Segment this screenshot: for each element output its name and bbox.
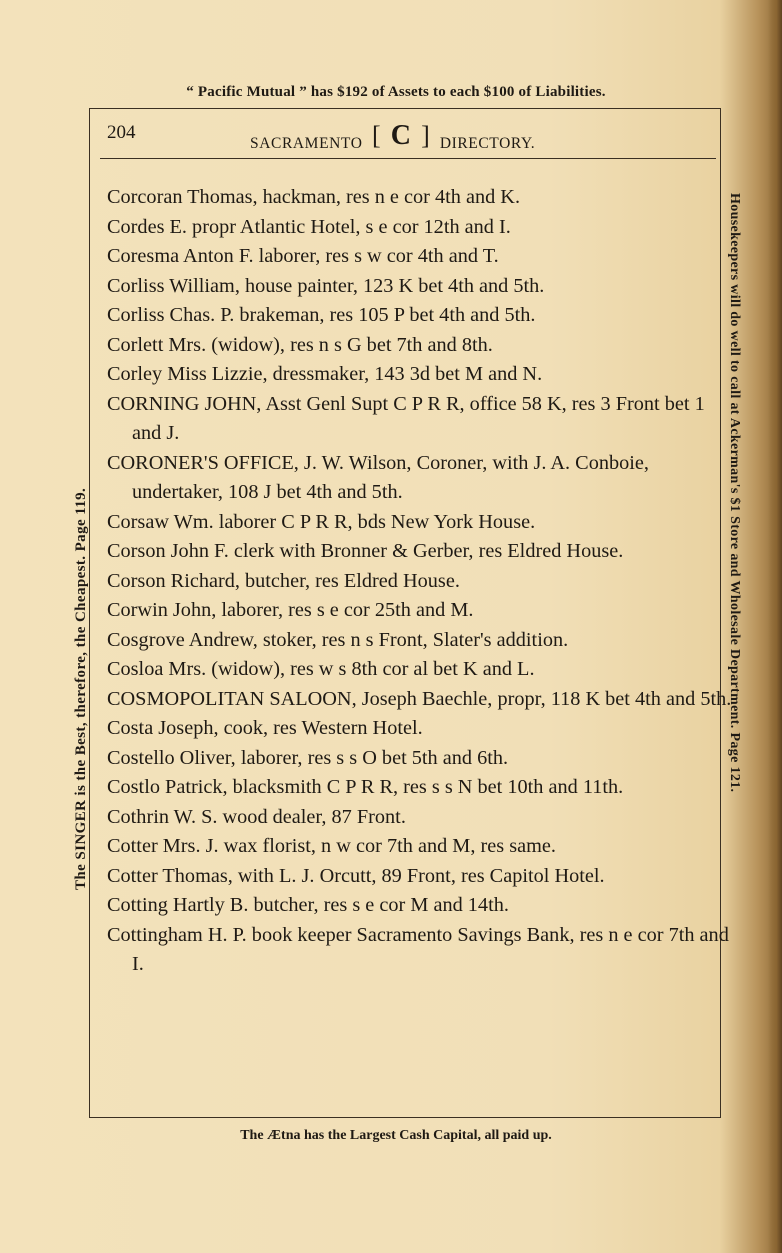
directory-entry: Corley Miss Lizzie, dressmaker, 143 3d bet M and N.: [107, 363, 543, 385]
right-margin-advert-text: Housekeepers will do well to call at Ackerman's $1 Store and Wholesale Department. Page 121.: [727, 193, 742, 793]
directory-entry: Corlett Mrs. (widow), res n s G bet 7th and 8th.: [107, 333, 493, 356]
directory-entry: Costlo Patrick, blacksmith C P R R, res s s N bet 10th and 11th.: [107, 776, 624, 798]
directory-entry: Corcoran Thomas, hackman, res n e cor 4th and K.: [107, 186, 521, 208]
running-title: [250, 118, 535, 150]
directory-entry: CORNING JOHN, Asst Genl Supt C P R R, office 58 K, res 3 Front bet 1 and J.: [107, 392, 705, 444]
directory-entry: Cotter Mrs. J. wax florist, n w cor 7th and M, res same.: [107, 835, 556, 857]
page-header: [107, 118, 707, 154]
header-bracket-left: [: [372, 121, 382, 150]
directory-entry: CORONER'S OFFICE, J. W. Wilson, Coroner, with J. A. Conboie, undertaker, 108 J bet 4th and 5th.: [107, 451, 649, 503]
directory-entry: Corsaw Wm. laborer C P R R, bds New York House.: [107, 510, 536, 533]
directory-entry: Corson Richard, butcher, res Eldred House.: [107, 569, 460, 592]
left-margin-advert-text: The SINGER is the Best, therefore, the Cheapest. Page 119.: [73, 487, 89, 890]
directory-entry: Corliss William, house painter, 123 K bet 4th and 5th.: [107, 274, 545, 297]
directory-entry: Corson John F. clerk with Bronner & Gerber, res Eldred House.: [107, 540, 624, 562]
directory-entries: [107, 183, 732, 980]
header-section-letter: C: [390, 120, 412, 151]
header-directory: DIRECTORY.: [439, 135, 536, 152]
page-edge-shadow: [768, 0, 782, 1253]
directory-entry: Cordes E. propr Atlantic Hotel, s e cor 12th and I.: [107, 215, 511, 238]
directory-entry: Costa Joseph, cook, res Western Hotel.: [107, 717, 423, 739]
header-city: SACRAMENTO: [250, 135, 363, 152]
directory-entry: Cosloa Mrs. (widow), res w s 8th cor al bet K and L.: [107, 658, 535, 680]
bottom-advertisement: The Ætna has the Largest Cash Capital, all paid up.: [240, 1128, 552, 1143]
directory-entry: Cothrin W. S. wood dealer, 87 Front.: [107, 805, 406, 828]
directory-entry: Coresma Anton F. laborer, res s w cor 4th and T.: [107, 245, 499, 267]
directory-entry: Cosgrove Andrew, stoker, res n s Front, Slater's addition.: [107, 628, 569, 651]
directory-entry: Corliss Chas. P. brakeman, res 105 P bet 4th and 5th.: [107, 304, 536, 326]
header-bracket-right: ]: [421, 121, 431, 150]
header-rule: [100, 158, 716, 159]
directory-entry: Cotting Hartly B. butcher, res s e cor M and 14th.: [107, 894, 509, 916]
page-number: 204: [107, 122, 136, 143]
directory-entry: Corwin John, laborer, res s e cor 25th and M.: [107, 599, 474, 621]
directory-entry: Costello Oliver, laborer, res s s O bet 5th and 6th.: [107, 746, 509, 769]
directory-entry: Cotter Thomas, with L. J. Orcutt, 89 Front, res Capitol Hotel.: [107, 864, 605, 887]
directory-entry: COSMOPOLITAN SALOON, Joseph Baechle, propr, 118 K bet 4th and 5th.: [107, 687, 732, 710]
top-advertisement: “ Pacific Mutual ” has $192 of Assets to each $100 of Liabilities.: [186, 84, 606, 100]
directory-entry: Cottingham H. P. book keeper Sacramento Savings Bank, res n e cor 7th and I.: [107, 923, 729, 975]
